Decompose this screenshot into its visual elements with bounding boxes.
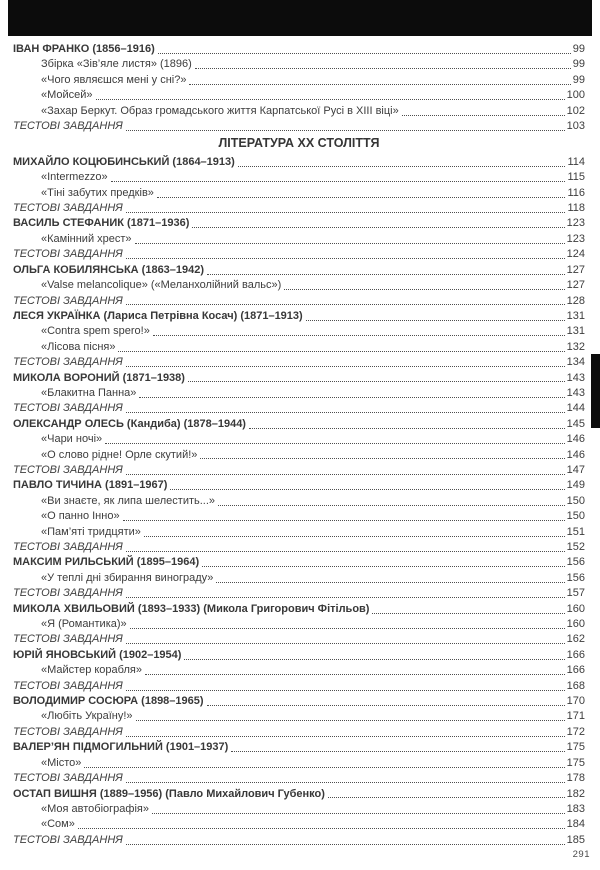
entry-page-number: 150 <box>566 510 585 523</box>
entry-title: «Любіть Україну!» <box>41 710 133 723</box>
dot-leader <box>126 474 565 475</box>
toc-entry-author <box>13 417 585 432</box>
entry-page-number: 171 <box>566 710 585 723</box>
entry-title: «Моя автобіографія» <box>41 802 149 815</box>
entry-page-number: 118 <box>567 202 585 215</box>
toc-entry-tests <box>13 833 585 848</box>
entry-page-number: 124 <box>566 248 585 261</box>
entry-title: «Захар Беркут. Образ громадського життя Карпатської Русі в XIII віці» <box>41 104 399 117</box>
entry-title: ВОЛОДИМИР СОСЮРА (1898–1965) <box>13 695 204 708</box>
entry-page-number: 114 <box>567 155 585 168</box>
entry-title: «Пам’яті тридцяти» <box>41 525 141 538</box>
entry-page-number: 123 <box>566 217 585 230</box>
entry-page-number: 144 <box>566 402 585 415</box>
toc-entry-tests <box>13 632 585 647</box>
entry-page-number: 182 <box>566 787 585 800</box>
entry-page-number: 168 <box>566 679 585 692</box>
entry-title: ОЛЕКСАНДР ОЛЕСЬ (Кандиба) (1878–1944) <box>13 417 246 430</box>
toc-entry-tests <box>13 247 585 262</box>
entry-page-number: 127 <box>566 263 585 276</box>
toc-entry-author <box>13 602 585 617</box>
toc-entry-author <box>13 309 585 324</box>
entry-title: ТЕСТОВІ ЗАВДАННЯ <box>13 248 123 261</box>
toc-entry-author <box>13 694 585 709</box>
dot-leader <box>207 705 565 706</box>
dot-leader <box>372 613 564 614</box>
dot-leader <box>126 736 565 737</box>
dot-leader <box>192 227 564 228</box>
toc-entry-work <box>13 170 585 185</box>
entry-title: «Чари ночі» <box>41 433 103 446</box>
dot-leader <box>139 397 564 398</box>
dot-leader <box>284 289 564 290</box>
toc-entry-author <box>13 371 585 386</box>
dot-leader <box>126 782 565 783</box>
toc-entry-work <box>13 386 585 401</box>
entry-title: «О слово рідне! Орле скутий!» <box>41 448 198 461</box>
dot-leader <box>126 258 565 259</box>
entry-page-number: 162 <box>566 633 585 646</box>
entry-page-number: 160 <box>566 602 585 615</box>
entry-page-number: 143 <box>566 386 585 399</box>
dot-leader <box>96 99 565 100</box>
entry-title: «Valse melancolique» («Меланхолійний вальс») <box>41 279 282 292</box>
toc-entry-work <box>13 278 585 293</box>
entry-title: ТЕСТОВІ ЗАВДАННЯ <box>13 587 123 600</box>
toc-entry-work <box>13 509 585 524</box>
toc-entry-work <box>13 617 585 632</box>
toc-entry-tests <box>13 355 585 370</box>
dot-leader <box>184 659 564 660</box>
entry-page-number: 128 <box>566 294 585 307</box>
entry-page-number: 127 <box>566 279 585 292</box>
dot-leader <box>111 181 566 182</box>
entry-page-number: 170 <box>566 695 585 708</box>
right-edge-tab <box>591 354 600 428</box>
entry-page-number: 103 <box>566 120 585 133</box>
entry-page-number: 99 <box>572 73 585 86</box>
entry-title: ОСТАП ВИШНЯ (1889–1956) (Павло Михайлович Губенко) <box>13 787 325 800</box>
entry-title: «Майстер корабля» <box>41 664 142 677</box>
toc-entry-work <box>13 756 585 771</box>
entry-title: «Місто» <box>41 756 82 769</box>
entry-page-number: 152 <box>566 541 585 553</box>
entry-page-number: 132 <box>566 340 585 353</box>
entry-page-number: 145 <box>566 417 585 430</box>
entry-title: «Лісова пісня» <box>41 340 116 353</box>
dot-leader <box>126 597 565 598</box>
entry-page-number: 149 <box>566 479 585 492</box>
entry-page-number: 160 <box>566 618 585 631</box>
toc-list <box>13 42 585 848</box>
entry-title: «О панно Інно» <box>41 510 120 523</box>
entry-title: МИКОЛА ВОРОНИЙ (1871–1938) <box>13 371 185 384</box>
toc-entry-work <box>13 571 585 586</box>
entry-page-number: 116 <box>567 186 585 199</box>
dot-leader <box>189 84 570 85</box>
toc-entry-work <box>13 448 585 463</box>
dot-leader <box>306 320 565 321</box>
entry-page-number: 146 <box>566 448 585 461</box>
dot-leader <box>249 428 565 429</box>
entry-page-number: 184 <box>566 818 585 831</box>
toc-entry-author <box>13 155 585 170</box>
toc-entry-author <box>13 478 585 493</box>
dot-leader <box>238 166 566 167</box>
toc-entry-tests <box>13 119 585 134</box>
dot-leader <box>157 197 566 198</box>
toc-entry-work <box>13 525 585 540</box>
dot-leader <box>158 53 571 54</box>
entry-title: ТЕСТОВІ ЗАВДАННЯ <box>13 402 123 415</box>
dot-leader <box>126 130 565 131</box>
entry-title: ОЛЬГА КОБИЛЯНСЬКА (1863–1942) <box>13 263 205 276</box>
dot-leader <box>123 520 565 521</box>
toc-entry-work <box>13 57 585 72</box>
toc-entry-tests <box>13 201 585 216</box>
entry-title: Збірка «Зів’яле листя» (1896) <box>41 58 192 71</box>
entry-title: ТЕСТОВІ ЗАВДАННЯ <box>13 679 123 692</box>
entry-page-number: 151 <box>566 525 585 538</box>
entry-title: МИКОЛА ХВИЛЬОВИЙ (1893–1933) (Микола Григорович Фітільов) <box>13 602 370 615</box>
entry-title: ВАСИЛЬ СТЕФАНИК (1871–1936) <box>13 217 190 230</box>
page-number: 291 <box>572 849 590 860</box>
dot-leader <box>84 767 564 768</box>
dot-leader <box>152 813 565 814</box>
entry-title: ТЕСТОВІ ЗАВДАННЯ <box>13 772 123 785</box>
toc-entry-tests <box>13 771 585 786</box>
entry-title: «Сом» <box>41 818 75 831</box>
dot-leader <box>200 458 564 459</box>
toc-entry-author <box>13 555 585 570</box>
entry-title: ТЕСТОВІ ЗАВДАННЯ <box>13 463 123 476</box>
entry-title: ТЕСТОВІ ЗАВДАННЯ <box>13 633 123 646</box>
toc-entry-author <box>13 216 585 231</box>
entry-title: «Чого являєшся мені у сні?» <box>41 73 187 86</box>
entry-page-number: 166 <box>566 648 585 661</box>
entry-title: ПАВЛО ТИЧИНА (1891–1967) <box>13 479 168 492</box>
dot-leader <box>218 505 565 506</box>
toc-entry-tests <box>13 294 585 309</box>
dot-leader <box>188 381 565 382</box>
toc-entry-work <box>13 186 585 201</box>
entry-page-number: 99 <box>572 58 585 71</box>
dot-leader <box>195 68 571 69</box>
dot-leader <box>207 274 565 275</box>
entry-title: МАКСИМ РИЛЬСЬКИЙ (1895–1964) <box>13 556 200 569</box>
toc-entry-work <box>13 324 585 339</box>
top-black-bar <box>8 0 592 36</box>
toc-entry-work <box>13 709 585 724</box>
entry-title: ТЕСТОВІ ЗАВДАННЯ <box>13 725 123 738</box>
entry-page-number: 131 <box>566 325 585 338</box>
entry-title: «У теплі дні збирання винограду» <box>41 571 214 584</box>
dot-leader <box>78 828 565 829</box>
entry-page-number: 156 <box>566 571 585 584</box>
toc-entry-tests <box>13 725 585 740</box>
entry-title: ТЕСТОВІ ЗАВДАННЯ <box>13 294 123 307</box>
dot-leader <box>118 351 564 352</box>
entry-page-number: 99 <box>572 43 585 55</box>
entry-title: ЮРІЙ ЯНОВСЬКИЙ (1902–1954) <box>13 648 182 661</box>
toc-entry-work <box>13 88 585 103</box>
toc-entry-work <box>13 432 585 447</box>
entry-page-number: 147 <box>566 463 585 476</box>
entry-page-number: 146 <box>566 433 585 446</box>
entry-title: «Ви знаєте, як липа шелестить...» <box>41 494 216 507</box>
toc-entry-work <box>13 340 585 355</box>
dot-leader <box>126 551 565 552</box>
entry-page-number: 175 <box>566 756 585 769</box>
dot-leader <box>126 212 566 213</box>
toc-entry-tests <box>13 463 585 478</box>
entry-title: ТЕСТОВІ ЗАВДАННЯ <box>13 833 123 846</box>
dot-leader <box>126 412 565 413</box>
toc-entry-work <box>13 817 585 832</box>
dot-leader <box>135 243 565 244</box>
dot-leader <box>130 628 565 629</box>
entry-page-number: 131 <box>566 309 585 322</box>
toc-entry-author <box>13 787 585 802</box>
entry-title: «Тіні забутих предків» <box>41 186 154 199</box>
dot-leader <box>231 751 564 752</box>
entry-page-number: 183 <box>566 802 585 815</box>
entry-page-number: 175 <box>566 741 585 754</box>
dot-leader <box>126 690 565 691</box>
toc-entry-work <box>13 802 585 817</box>
entry-title: ЛЕСЯ УКРАЇНКА (Лариса Петрівна Косач) (1871–1913) <box>13 309 303 322</box>
toc-entry-work <box>13 232 585 247</box>
entry-title: ІВАН ФРАНКО (1856–1916) <box>13 43 155 55</box>
dot-leader <box>145 674 565 675</box>
entry-title: МИХАЙЛО КОЦЮБИНСЬКИЙ (1864–1913) <box>13 155 235 168</box>
entry-title: ТЕСТОВІ ЗАВДАННЯ <box>13 541 123 553</box>
dot-leader <box>126 844 565 845</box>
dot-leader <box>126 366 565 367</box>
dot-leader <box>126 304 565 305</box>
entry-page-number: 143 <box>566 371 585 384</box>
entry-page-number: 166 <box>566 664 585 677</box>
toc-entry-tests <box>13 540 585 555</box>
toc-entry-author <box>13 648 585 663</box>
entry-page-number: 150 <box>566 494 585 507</box>
dot-leader <box>402 115 565 116</box>
entry-title: ВАЛЕР’ЯН ПІДМОГИЛЬНИЙ (1901–1937) <box>13 741 229 754</box>
dot-leader <box>144 536 565 537</box>
toc-entry-work <box>13 494 585 509</box>
dot-leader <box>328 797 565 798</box>
entry-page-number: 178 <box>566 772 585 785</box>
entry-title: «Блакитна Панна» <box>41 386 137 399</box>
toc-entry-author <box>13 740 585 755</box>
entry-title: ТЕСТОВІ ЗАВДАННЯ <box>13 202 123 215</box>
dot-leader <box>136 720 565 721</box>
entry-title: ТЕСТОВІ ЗАВДАННЯ <box>13 356 123 369</box>
entry-title: «Мойсей» <box>41 89 93 102</box>
entry-title: «Contra spem spero!» <box>41 325 150 338</box>
entry-page-number: 157 <box>566 587 585 600</box>
toc-entry-tests <box>13 679 585 694</box>
toc-entry-tests <box>13 401 585 416</box>
entry-title: «Я (Романтика)» <box>41 618 127 631</box>
dot-leader <box>105 443 565 444</box>
entry-page-number: 156 <box>566 556 585 569</box>
section-heading: ЛІТЕРАТУРА ХХ СТОЛІТТЯ <box>218 136 380 151</box>
dot-leader <box>126 643 565 644</box>
entry-title: «Intermezzo» <box>41 171 108 184</box>
toc-entry-work <box>13 104 585 119</box>
dot-leader <box>216 582 564 583</box>
entry-page-number: 102 <box>566 104 585 117</box>
entry-page-number: 134 <box>566 356 585 369</box>
entry-page-number: 115 <box>567 171 585 184</box>
dot-leader <box>202 566 564 567</box>
toc-entry-work <box>13 73 585 88</box>
entry-page-number: 172 <box>566 725 585 738</box>
toc-entry-work <box>13 663 585 678</box>
dot-leader <box>153 335 565 336</box>
dot-leader <box>170 489 564 490</box>
toc-entry-tests <box>13 586 585 601</box>
entry-title: ТЕСТОВІ ЗАВДАННЯ <box>13 120 123 133</box>
toc-entry-author <box>13 42 585 57</box>
entry-page-number: 100 <box>566 89 585 102</box>
entry-page-number: 185 <box>566 833 585 846</box>
entry-title: «Камінний хрест» <box>41 232 132 245</box>
entry-page-number: 123 <box>566 232 585 245</box>
toc-entry-author <box>13 263 585 278</box>
